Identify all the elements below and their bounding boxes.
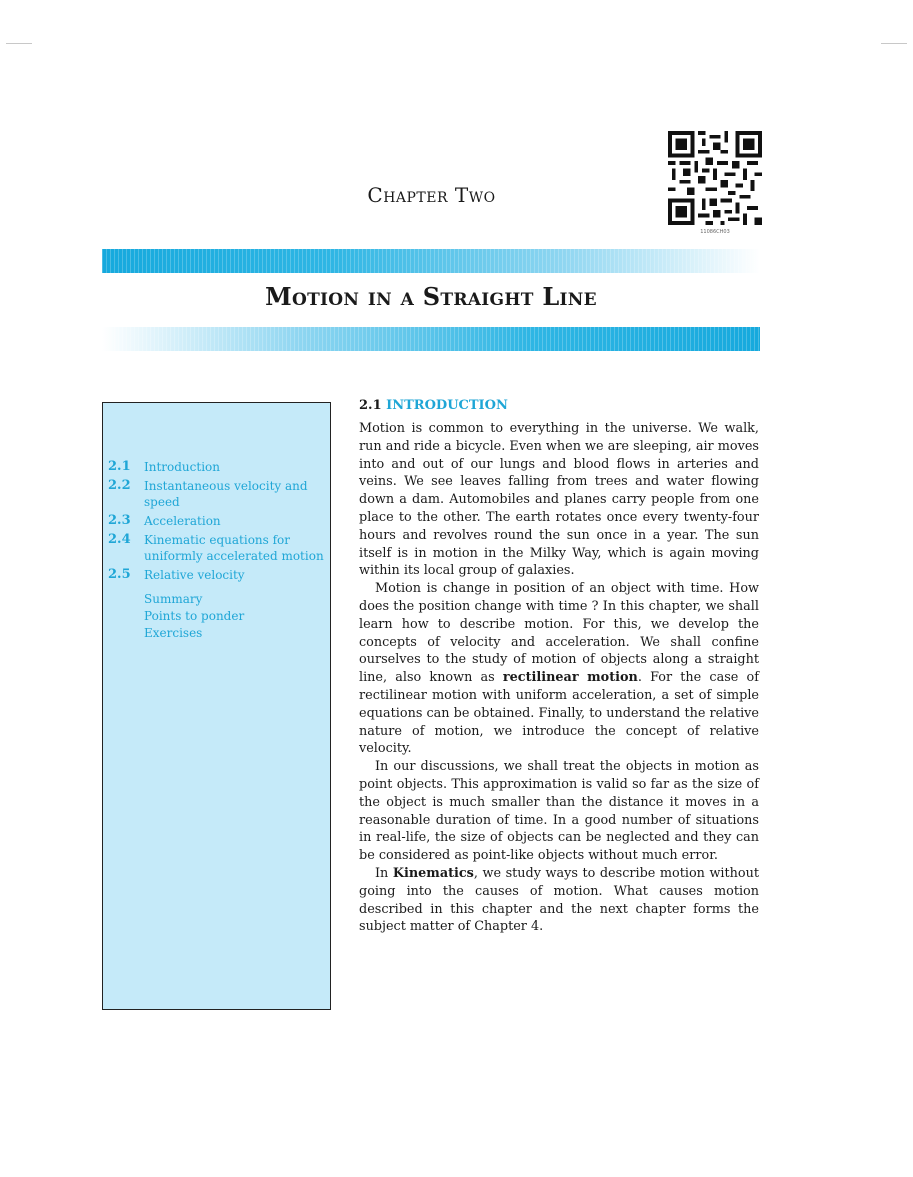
term-kinematics: Kinematics [392,865,474,881]
term-rectilinear-motion: rectilinear motion [502,670,638,686]
toc-extra-exercises[interactable]: Exercises [144,626,203,640]
title-band-bottom [102,327,760,351]
paragraph-4 [359,865,759,936]
crop-mark-right [881,43,907,44]
toc-item-label: Relative velocity [144,568,245,582]
paragraph-2 [359,580,759,758]
toc-item-acceleration[interactable] [108,513,330,529]
toc-item-label: Acceleration [144,514,221,528]
toc-item-number: 2.1 [108,459,131,474]
crop-mark-left [6,43,32,44]
toc-extra-points-to-ponder[interactable]: Points to ponder [144,609,245,623]
toc-item-number: 2.2 [108,478,131,493]
toc-item-label: Kinematic equations for uniformly accelerated motion [144,533,324,563]
section-title: INTRODUCTION [386,398,508,413]
qr-code-icon [668,131,762,225]
toc-item-relative-velocity[interactable] [108,567,330,583]
title-band-top [102,249,760,273]
paragraph-2-text-b: . For the case of rectilinear motion with uniform acceleration, a set of simple equations can be obtained. Finally, to understand the relative nature of motion, we introduce the concept of relative velocity. [359,670,759,757]
paragraph-4-text-a: In [375,865,393,881]
toc-item-number: 2.3 [108,513,131,528]
main-content [359,398,759,936]
section-number: 2.1 [359,398,382,413]
section-heading [359,398,759,413]
toc-extra-summary[interactable]: Summary [144,592,203,606]
qr-code-caption: 11086CH03 [700,229,730,235]
paragraph-4-text-b: , we study ways to describe motion without going into the causes of motion. What causes motion described in this chapter and the next chapter forms the subject matter of Chapter 4. [359,865,759,935]
chapter-title: Motion in a Straight Line [265,282,597,311]
toc-item-label: Introduction [144,460,220,474]
toc-item-label: Instantaneous velocity and speed [144,479,308,509]
toc-item-number: 2.5 [108,567,131,582]
toc-extras [144,591,244,642]
paragraph-1: Motion is common to everything in the universe. We walk, run and ride a bicycle. Even when we are sleeping, air moves into and out of our lungs and blood flows in arteries and veins. We see leaves falling from trees and water flowing down a dam. Automobiles and planes carry people from one place to the other. The earth rotates once every twenty-four hours and revolves round the sun once in a year. The sun itself is in motion in the Milky Way, which is again moving within its local group of galaxies. [359,421,759,579]
toc-item-instantaneous-velocity[interactable] [108,478,330,510]
toc-item-kinematic-equations[interactable] [108,532,330,564]
paragraph-2-text-a: Motion is change in position of an object with time. How does the position change with time ? In this chapter, we shall learn how to describe motion. For this, we develop the concepts of velocity and acceleration. We shall confine ourselves to the study of motion of objects along a straight line, also known as [359,581,759,686]
toc-item-introduction[interactable] [108,459,330,475]
toc-list [108,459,330,586]
chapter-label: Chapter Two [367,183,496,207]
table-of-contents [102,402,331,1010]
paragraph-3: In our discussions, we shall treat the objects in motion as point objects. This approximation is valid so far as the size of the object is much smaller than the distance it moves in a reasonable duration of time. In a good number of situations in real-life, the size of objects can be neglected and they can be considered as point-like objects without much error. [359,759,759,864]
toc-item-number: 2.4 [108,532,131,547]
